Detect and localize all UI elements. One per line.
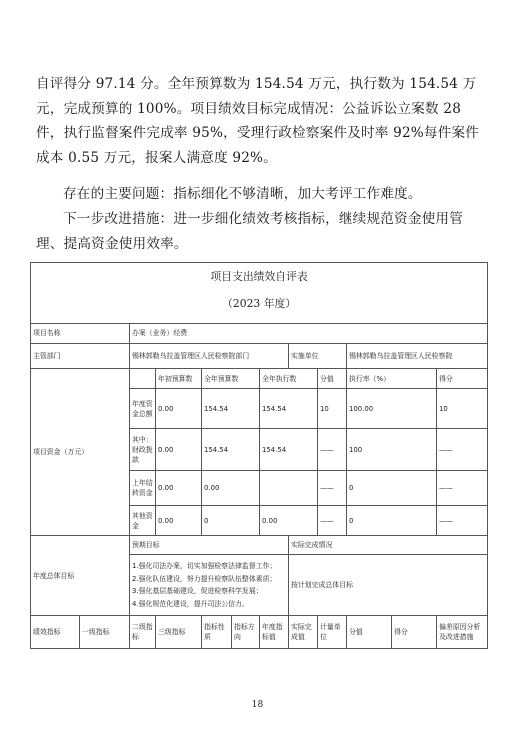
actual-completion-label: 实际完成情况 [289,536,488,555]
funds-row-label: 上年结转资金 [130,471,156,506]
funds-row-rate: 0 [347,505,437,536]
paragraph-problems: 存在的主要问题：指标细化不够清晰，加大考评工作难度。 [63,186,422,202]
funds-row-score: —— [437,471,488,506]
header-rate: 执行率（%） [347,369,437,389]
goals-label: 年度总体目标 [31,536,130,616]
table-year: （2023 年度） [222,297,297,310]
actual-value-label: 实际完成值 [289,616,318,649]
funds-row-executed: 154.54 [260,389,318,429]
expected-goals-list [130,555,289,616]
funds-row-score: —— [437,505,488,536]
level2-label: 二级指标 [130,616,156,649]
paragraph-measures: 下一步改进措施：进一步细化绩效考核指标，继续规范资金使用管理、提高资金使用效率。 [36,211,464,252]
header-initial: 年初预算数 [156,369,202,389]
funds-row-initial: 0.00 [156,505,202,536]
funds-row-weight: —— [318,471,347,506]
unit-label: 计量单位 [318,616,347,649]
goal-item: 1.强化司法办案，切实加强检察法律监督工作； [132,562,277,571]
perf-indicator-label: 绩效指标 [31,616,80,649]
header-score: 得分 [437,369,488,389]
funds-header-blank [130,369,156,389]
table-title: 项目支出绩效自评表 [210,270,308,283]
level3-label: 三级指标 [156,616,202,649]
level1-label: 一级指标 [80,616,130,649]
funds-row-initial: 0.00 [156,429,202,471]
funds-row-initial: 0.00 [156,471,202,506]
direction-label: 指标方向 [232,616,260,649]
goal-item: 4.强化规范化建设，提升司法公信力。 [132,599,249,608]
deviation-label: 偏差原因分析及改进措施 [437,616,488,649]
funds-row-label: 年度资金总额 [130,389,156,429]
funds-row-score: 10 [437,389,488,429]
goal-item: 3.强化基层基础建设，促进检察科学发展； [132,587,263,596]
funds-row-weight: —— [318,429,347,471]
weight-label: 分值 [347,616,392,649]
score-label: 得分 [392,616,437,649]
header-executed: 全年执行数 [260,369,318,389]
funds-row-rate: 100 [347,429,437,471]
funds-row-score: —— [437,429,488,471]
header-weight: 分值 [318,369,347,389]
actual-completion-value: 按计划完成总体目标 [289,555,488,616]
self-evaluation-table [30,262,488,649]
impl-value: 锡林郭勒乌拉盖管理区人民检察院 [347,343,488,368]
funds-row-budget: 154.54 [202,389,260,429]
dept-value: 锡林郭勒乌拉盖管理区人民检察院部门 [130,343,289,368]
funds-row-budget: 0.00 [202,471,260,506]
nature-label: 指标性质 [202,616,232,649]
header-budget: 全年预算数 [202,369,260,389]
funds-row-initial: 0.00 [156,389,202,429]
funds-row-executed: 0.00 [260,505,318,536]
expected-goal-label: 预期目标 [130,536,289,555]
table-title-cell [31,263,488,324]
funds-row-rate: 100.00 [347,389,437,429]
impl-label: 实施单位 [289,343,347,368]
funds-row-weight: 10 [318,389,347,429]
page-number: 18 [251,700,264,710]
funds-row-executed: 154.54 [260,429,318,471]
annual-value-label: 年度指标值 [260,616,289,649]
funds-row-label: 其中：财政拨款 [130,429,156,471]
goal-item: 2.强化队伍建设，努力提升检察队伍整体素质； [132,574,277,583]
funds-row-weight: —— [318,505,347,536]
funds-row-budget: 0 [202,505,260,536]
project-name-value: 办案（业务）经费 [130,324,488,344]
funds-label: 项目资金（万元） [31,369,130,536]
paragraph-summary: 自评得分 97.14 分。全年预算数为 154.54 万元，执行数为 154.54 万元，完成预算的 100%。项目绩效目标完成情况：公益诉讼立案数 28 件，执行监督案件完成率 95%，受理行政检察案件及时率 92%每件案件成本 0.55 万元，报案人满意度 92%。 [36,76,480,166]
funds-row-executed [260,471,318,506]
dept-label: 主管部门 [31,343,130,368]
funds-row-budget: 154.54 [202,429,260,471]
funds-row-rate: 0 [347,471,437,506]
project-name-label: 项目名称 [31,324,130,344]
funds-row-label: 其他资金 [130,505,156,536]
